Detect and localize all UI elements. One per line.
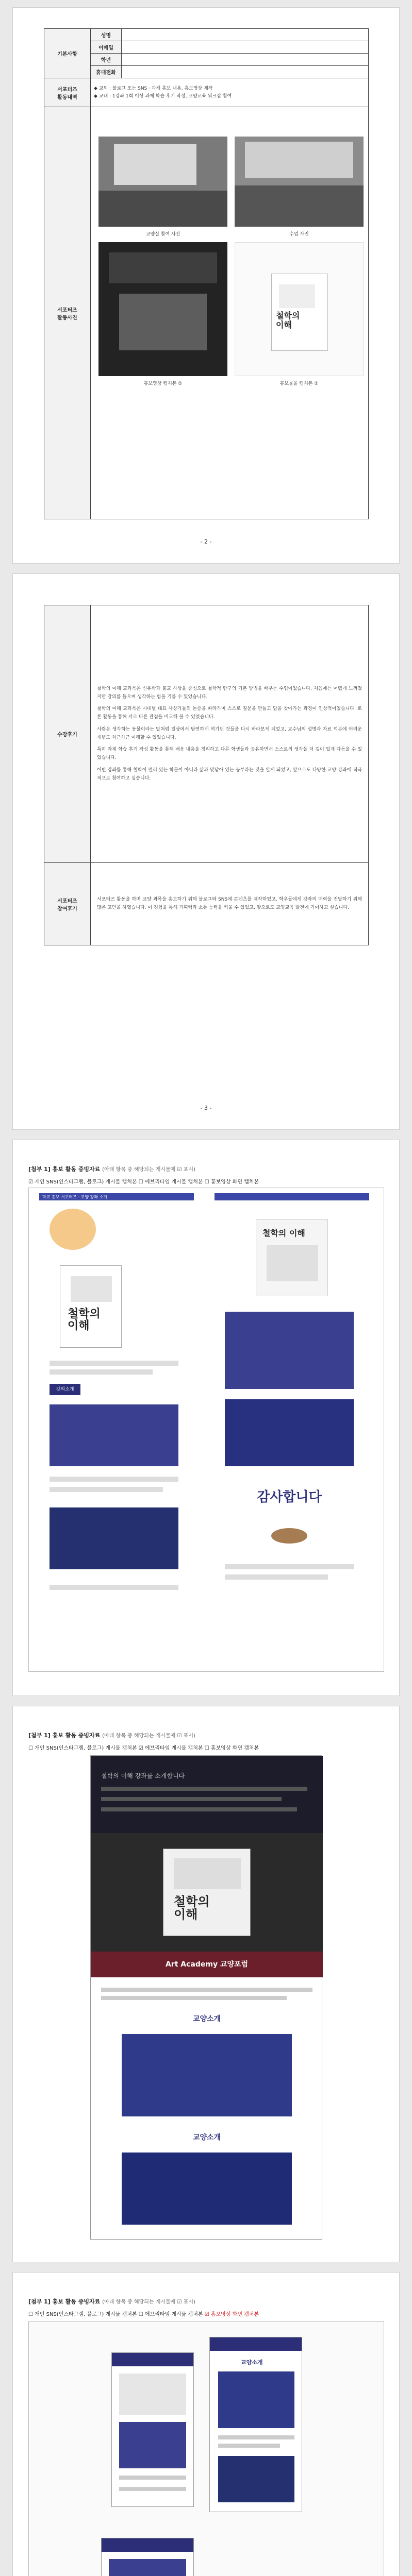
phone-screenshot xyxy=(111,2352,194,2507)
page-1 xyxy=(12,7,400,564)
attachment-subtitle: ☐ 개인 SNS(인스타그램, 블로그) 게시물 캡처본 ☐ 에브리타임 게시물 캡처본 ☑ 홍보영상 화면 캡처본 xyxy=(28,2312,259,2317)
page-4 xyxy=(12,1706,400,2262)
page-number: - 2 - xyxy=(200,538,212,545)
promo-image xyxy=(225,1312,354,1389)
attachment-subtitle: ☑ 개인 SNS(인스타그램, 블로그) 게시물 캡처본 ☐ 에브리타임 게시물 캡처본 ☐ 홍보영상 화면 캡처본 xyxy=(28,1179,259,1185)
blog-capture xyxy=(28,1188,384,1672)
page-3 xyxy=(12,1140,400,1696)
book-title: 철학의 이해 xyxy=(276,311,300,330)
video-capture xyxy=(28,2321,384,2576)
everytime-capture xyxy=(90,1755,322,2240)
book-title-right: 철학의 이해 xyxy=(262,1228,305,1238)
activity-item: ◆ 교내 : 1강좌 1회 이상 과제 학습 후기 작성, 교양교육 워크샵 참여 xyxy=(94,93,232,99)
promo-capture xyxy=(235,242,364,376)
book-title: 철학의 이해 xyxy=(174,1894,210,1922)
attachment-subtitle: ☐ 개인 SNS(인스타그램, 블로그) 게시물 캡처본 ☑ 에브리타임 게시물 캡처본 ☐ 홍보영상 화면 캡처본 xyxy=(28,1745,259,1751)
info-field: 학년 xyxy=(91,54,122,66)
info-value xyxy=(122,41,369,54)
attachment-title: [첨부 1] 홍보 활동 증빙자료 (아래 항목 중 해당되는 게시물에 ☑ 표시) xyxy=(28,1166,195,1173)
caption: 수업 사진 xyxy=(289,232,309,237)
lecture-image xyxy=(122,2153,292,2225)
phone-screenshot xyxy=(101,2538,194,2576)
info-label: 기본사항 xyxy=(44,29,91,78)
lecture-image xyxy=(50,1404,178,1466)
attachment-title: [첨부 1] 홍보 활동 증빙자료 (아래 항목 중 해당되는 게시물에 ☑ 표시) xyxy=(28,1732,195,1739)
info-field: 성명 xyxy=(91,29,122,41)
info-value xyxy=(122,66,369,78)
top-text: 철학의 이해 강좌를 소개합니다 xyxy=(101,1772,185,1780)
photo-label: 서포터즈 활동사진 xyxy=(44,107,91,519)
book-title: 철학의 이해 xyxy=(68,1308,101,1333)
dark-header xyxy=(91,1756,323,1833)
lecture-photo xyxy=(235,137,364,227)
caption: 홍보영상 캡처본 ① xyxy=(143,381,183,386)
supporter-review-label: 서포터즈 참여후기 xyxy=(44,863,91,945)
review-paragraph: 철학의 이해 교과목은 시대별 대표 사상가들의 논증을 따라가며 스스로 질문을 만들고 답을 찾아가는 과정이 인상적이었습니다. 토론 활동을 통해 서로 다른 관점을 비교해 볼 수 있었습니다. xyxy=(97,706,362,720)
section-label: 교양소개 xyxy=(241,2359,263,2366)
banner: Art Academy 교양포럼 xyxy=(91,1952,323,1977)
review-paragraph: 사람은 생각하는 동물이라는 말처럼 일상에서 당연하게 여기던 것들을 다시 바라보게 되었고, 교수님의 설명과 자료 덕분에 어려운 개념도 차근차근 이해할 수 있었습니다. xyxy=(97,726,362,740)
info-value xyxy=(122,54,369,66)
caption: 교양실 참여 사진 xyxy=(145,232,180,237)
classroom-photo xyxy=(98,137,227,227)
section-label: 교양소개 xyxy=(192,2133,221,2142)
review-paragraph: 이번 강좌를 통해 철학이 멀리 있는 학문이 아니라 삶과 맞닿아 있는 공부라는 것을 알게 되었고, 앞으로도 다양한 교양 강좌에 적극적으로 참여하고 싶습니다. xyxy=(97,767,362,781)
review-table xyxy=(44,605,369,945)
page-number: - 3 - xyxy=(200,1105,212,1111)
info-value xyxy=(122,29,369,41)
supporter-review-paragraph: 서포터즈 활동을 하며 교양 과목을 홍보하기 위해 블로그와 SNS에 콘텐츠를 제작하였고, 학우들에게 강좌의 매력을 전달하기 위해 많은 고민을 하였습니다. 이 경험을 통해 기획력과 소통 능력을 키울 수 있었고, 앞으로도 교양교육 발전에 기여하고 싶습니다. xyxy=(97,896,362,910)
thanks-text: 감사합니다 xyxy=(257,1489,322,1505)
book-cover xyxy=(60,1265,122,1348)
page-5 xyxy=(12,2272,400,2576)
book-cover xyxy=(256,1219,328,1296)
lecture-image xyxy=(50,1507,178,1569)
activity-label: 서포터즈 활동내역 xyxy=(44,78,91,107)
caption: 홍보물을 캡처본 ② xyxy=(279,381,319,386)
page-2 xyxy=(12,573,400,1130)
promo-image xyxy=(225,1399,354,1466)
activity-item: ◆ 교외 : 블로그 또는 SNS · 과제 홍보 내용, 홍보영상 제작 xyxy=(94,86,213,92)
eye-image xyxy=(271,1528,307,1544)
section-label: 강의소개 xyxy=(50,1384,80,1395)
blog-header: 학교 홍보 서포터즈 · 교양 강좌 소개 xyxy=(42,1195,107,1199)
info-field: 이메일 xyxy=(91,41,122,54)
phone-screenshot xyxy=(209,2337,302,2512)
video-capture-photo xyxy=(98,242,227,376)
section-label: 교양소개 xyxy=(192,2015,221,2023)
attachment-title: [첨부 1] 홍보 활동 증빙자료 (아래 항목 중 해당되는 게시물에 ☑ 표시) xyxy=(28,2298,195,2305)
book-image xyxy=(91,1833,323,1952)
mascot-image xyxy=(50,1209,96,1250)
review-paragraph: 철학의 이해 교과목은 신유학과 불교 사상을 중심으로 철학적 탐구의 기본 방법을 배우는 수업이었습니다. 처음에는 어렵게 느껴졌지만 강의를 들으며 생각하는 힘을 기를 수 있었습니다. xyxy=(97,686,362,700)
review-paragraph: 특히 과제 학습 후기 작성 활동을 통해 배운 내용을 정리하고 다른 학생들과 공유하면서 스스로의 생각을 더 깊이 있게 다듬을 수 있었습니다. xyxy=(97,747,362,760)
review-label: 수강후기 xyxy=(44,605,91,863)
info-field: 휴대전화 xyxy=(91,66,122,78)
lecture-image xyxy=(122,2034,292,2116)
